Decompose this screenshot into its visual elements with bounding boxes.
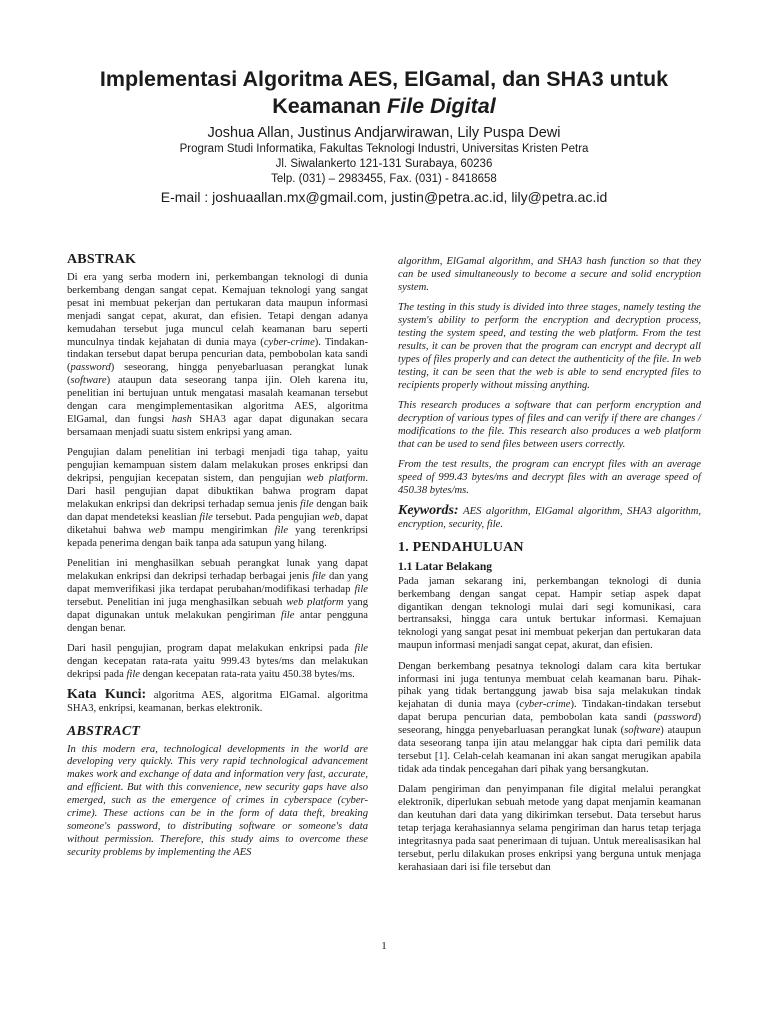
text-run-italic: file — [300, 498, 314, 510]
text-run-italic: web platform — [306, 473, 366, 485]
abstract-paragraph-2: The testing in this study is divided into three stages, namely testing the system's ability to perform the encryption and decryption process, testing the system speed, and testing the web platform. From the test results, it can be proven that the program can encrypt and decrypt all types of files properly and can detect the authenticity of the file. In web testing, it can be seen that the web is able to send encrypted files to recipients properly without missing anything. — [398, 302, 701, 391]
text-run: ). Tindakan-tindakan tersebut dapat berupa pencurian data, pembobolan kata sandi ( — [67, 336, 368, 374]
text-run-italic: software — [624, 725, 661, 737]
text-run-italic: file — [280, 609, 295, 621]
text-run: tersebut. Pada pengujian — [212, 511, 323, 523]
address: Jl. Siwalankerto 121-131 Surabaya, 60236 — [275, 158, 493, 170]
text-run-italic: file — [354, 642, 368, 654]
text-run: , dapat diketahui bahwa — [67, 511, 368, 536]
text-run: ) ataupun data seseorang tanpa ijin atau melanggar hak cipta dari pemilik data tersebut [1]. Celah-celah keamanan ini akan sangat merugikan apabila tidak ada tindak pencegahan dari pihak yang bersangkutan. — [398, 725, 701, 775]
abstrak-paragraph-4 — [67, 643, 368, 682]
abstract-paragraph-3: This research produces a software that can perform encryption and decryption of various types of files and can verify if there are changes / modifications to the file. This research also produces a web platform that can be used to send files between users correctly. — [398, 400, 701, 450]
abstract-paragraph-1-start: In this modern era, technological developments in the world are developing very quickly. This very rapid technological advancement makes work and exchange of data and information very fast, accurate, and efficient. But with this convenience, new security gaps have also emerged, such as the emergence of crimes in cyberspace (cyber-crime). These actions can be in the form of data theft, breaking someone's password, to distributing software or someone's data without permission. Therefore, this study aims to overcome these security problems by implementing the AES — [67, 743, 368, 858]
text-run-italic: password — [70, 362, 111, 374]
text-run-italic: password — [657, 712, 698, 724]
text-run: antar pengguna dengan benar. — [67, 609, 369, 634]
page-number: 1 — [381, 940, 387, 952]
text-run-italic: web — [322, 511, 340, 523]
text-run: yang dapat digunakan untuk melakukan pengiriman — [67, 596, 368, 621]
keywords-text: AES algorithm, ElGamal algorithm, SHA3 algorithm, encryption, security, file. — [398, 506, 701, 531]
title-line-1: Implementasi Algoritma AES, ElGamal, dan SHA3 untuk — [99, 67, 669, 91]
text-run: ) seseorang, hingga penyebarluasan perangkat lunak ( — [67, 362, 368, 387]
text-run-italic: web — [148, 524, 166, 536]
text-run: ) seseorang, hingga penyebarluasan perangkat lunak ( — [398, 712, 701, 737]
text-run: dan yang dapat memverifikasi jika terdapat perubahan/modifikasi terhadap — [67, 570, 369, 595]
text-run: dengan baik dan dapat mendeteksi keaslian — [67, 498, 368, 523]
text-run: . Dari hasil pengujian dapat dibuktikan bahwa program dapat melakukan enkripsi dan dekripsi terhadap semua jenis — [67, 473, 368, 510]
keywords — [398, 505, 701, 532]
pendahuluan-paragraph-3: Dalam pengiriman dan penyimpanan file digital melalui perangkat elektronik, diperlukan sebuah metode yang dapat menjamin keamanan dan keutuhan dari data yang dikirimkan tersebut. Data tersebut harus tetap terjaga kerahasiannya selama pengiriman dan harus tetap terjaga integritasnya pada saat penerimaan di tujuan. Untuk merealisasikan hal tersebut, perlu dilakukan proses enkripsi yang berguna untuk menjaga kerahasiaan dari isi file tersebut dan — [398, 784, 701, 873]
text-run: ). Tindakan-tindakan tersebut dapat berupa pencurian data, pembobolan kata sandi ( — [398, 699, 701, 724]
text-run-italic: cyber-crime — [519, 699, 571, 711]
affiliation: Program Studi Informatika, Fakultas Teknologi Industri, Universitas Kristen Petra — [179, 143, 589, 155]
text-run: dengan kecepatan rata-rata yaitu 999.43 bytes/ms dan melakukan dekripsi pada — [67, 655, 368, 680]
email-list: E-mail : joshuaallan.mx@gmail.com, justin@petra.ac.id, lily@petra.ac.id — [160, 189, 608, 205]
phone-fax: Telp. (031) – 2983455, Fax. (031) - 8418658 — [271, 173, 497, 185]
right-column — [398, 256, 701, 882]
section-heading-pendahuluan: 1. PENDAHULUAN — [398, 539, 524, 555]
text-run: Dari hasil pengujian, program dapat melakukan enkripsi pada — [67, 642, 355, 654]
text-run: yang terenkripsi kepada penerima dengan baik tanpa ada satupun yang hilang. — [67, 524, 368, 549]
abstrak-heading: ABSTRAK — [67, 252, 137, 267]
text-run: SHA3 agar dapat digunakan secara bersamaan menjadi suatu sistem enkripsi yang aman. — [67, 413, 368, 438]
left-column — [67, 252, 368, 867]
abstract-heading: ABSTRACT — [67, 723, 141, 739]
kata-kunci-text: algoritma AES, algoritma ElGamal. algoritma SHA3, enkripsi, keamanan, berkas elektronik. — [67, 690, 368, 715]
text-run: Penelitian ini menghasilkan sebuah perangkat lunak yang dapat melakukan enkripsi dan dekripsi terhadap berbagai jenis — [67, 558, 368, 582]
text-run-italic: file — [274, 524, 289, 536]
text-run: Dengan berkembang pesatnya teknologi dalam cara kita bertukar informasi ini juga tentunya membuat celah keamanan baru. Pihak-pihak yang tidak bertanggung jawab bisa saja melakukan tindak kejahatan di dunia maya ( — [398, 660, 701, 711]
pendahuluan-paragraph-2 — [398, 661, 701, 777]
kata-kunci-label: Kata Kunci: — [67, 687, 147, 703]
text-run: dengan kecepatan rata-rata yaitu 450.38 bytes/ms. — [139, 668, 355, 680]
abstrak-paragraph-1 — [67, 272, 368, 440]
text-run-italic: web platform — [286, 596, 344, 608]
paper-title — [0, 66, 768, 120]
text-run-italic: file — [199, 511, 213, 523]
kata-kunci — [67, 689, 368, 716]
text-run-italic: file — [312, 570, 326, 582]
text-run-italic: file — [354, 583, 368, 595]
keywords-label: Keywords: — [398, 503, 459, 519]
pendahuluan-paragraph-1: Pada jaman sekarang ini, perkembangan teknologi di dunia berkembang dengan sangat cepat. Hampir setiap aspek dapat digantikan dengan teknologi mulai dari segi komunikasi, cara bertransaksi, hingga cara untuk bertukar informasi. Kemajuan teknologi yang sangat pesat ini membuat pekerjan dan pertukaran data maupun informasi menjadi sangat cepat, akurat, dan efisien. — [398, 575, 701, 652]
paper-header — [0, 66, 768, 206]
text-run: Pengujian dalam penelitian ini terbagi menjadi tiga tahap, yaitu pengujian kemampuan sistem dalam melakukan proses enkripsi dan dekripsi, pengujian kecepatan sistem, dan pengujian — [67, 447, 368, 485]
abstract-paragraph-1-cont: algorithm, ElGamal algorithm, and SHA3 hash function so that they can be used simultaneously to become a secure and solid encryption system. — [398, 256, 701, 293]
subsection-heading-latar-belakang: 1.1 Latar Belakang — [398, 560, 493, 573]
abstract-paragraph-4: From the test results, the program can encrypt files with an average speed of 999.43 bytes/ms and decrypt files with an average speed of 450.38 bytes/ms. — [398, 459, 701, 496]
title-line-2-plain: Keamanan — [272, 94, 387, 118]
text-run-italic: software — [70, 375, 107, 387]
title-line-2-italic: File Digital — [387, 94, 496, 118]
text-run: ) ataupun data seseorang tanpa ijin. Oleh karena itu, penelitian ini bertujuan untuk mengatasi masalah keamanan tersebut dengan cara mengimplementasikan algoritma AES, algoritma ElGamal, dan fungsi — [67, 375, 368, 425]
text-run: Di era yang serba modern ini, perkembangan teknologi di dunia berkembang dengan sangat cepat. Kemajuan teknologi yang sangat pesat ini membuat pekerjan dan pertukaran data maupun informasi menjadi sangat cepat, akurat, dan efisien. Tetapi dengan adanya kemudahan tersebut juga muncul celah keamanan baru seperti munculnya tindak kejahatan di dunia maya ( — [67, 272, 368, 348]
text-run-italic: hash — [171, 413, 192, 425]
text-run: tersebut. Penelitian ini juga menghasilkan sebuah — [67, 596, 287, 608]
abstrak-paragraph-3 — [67, 558, 368, 635]
text-run-italic: file — [126, 668, 140, 680]
text-run: mampu mengirimkan — [165, 524, 275, 536]
text-run-italic: cyber-crime — [263, 336, 315, 348]
abstrak-paragraph-2 — [67, 447, 368, 550]
author-list: Joshua Allan, Justinus Andjarwirawan, Lily Puspa Dewi — [207, 125, 561, 141]
